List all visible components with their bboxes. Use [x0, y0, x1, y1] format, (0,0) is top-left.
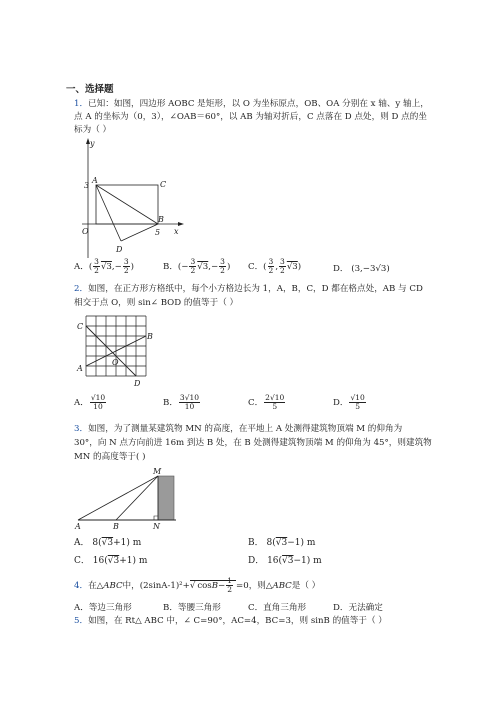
q3-option-b[interactable]: B． 8(√3−1) m	[248, 538, 316, 548]
q1-opt-a-label: A．	[74, 262, 89, 272]
section-title: 一、选择题	[66, 84, 114, 95]
q3-opt-a-unit: m	[132, 538, 142, 548]
q3-option-a[interactable]: A． 8(√3+1) m	[74, 538, 142, 548]
q2-opt-c-label: C．	[248, 398, 264, 408]
q1-fig-B: B	[158, 215, 164, 224]
q3-opt-d-label: D．	[248, 556, 265, 566]
q2-option-b[interactable]: B． $\frac{3√10}{10}$	[163, 393, 200, 411]
q3-opt-d-unit: m	[313, 556, 322, 566]
q4-option-a[interactable]: A．等边三角形	[74, 603, 132, 613]
q3-fig-A: A	[75, 522, 81, 531]
q4-post: =0，则	[236, 581, 266, 591]
q2-fig-O: O	[112, 358, 119, 367]
q2-fig-B: B	[147, 332, 153, 341]
q1-line3: 标为（ ）	[74, 125, 112, 135]
q1-fig-O: O	[82, 227, 89, 236]
q3-opt-c-unit: m	[138, 556, 148, 566]
q2-line1	[74, 283, 423, 295]
q3-opt-b-label: B．	[248, 538, 264, 548]
q2-fig-C: C	[77, 322, 84, 331]
q1-fig-three: 3	[84, 181, 90, 190]
q1-opt-d-label: D．	[333, 264, 349, 274]
q2-option-c[interactable]: C． $\frac{2√10}{5}$	[248, 393, 285, 411]
q2-fig-A: A	[77, 364, 83, 373]
q3-text1: 如图，为了测量某建筑物 MN 的高度，在平地上 A 处测得建筑物顶端 M 的仰角为	[88, 424, 403, 434]
q3-fig-M: M	[153, 467, 162, 476]
q3-option-c[interactable]: C． 16(√3+1) m	[74, 556, 148, 566]
q1-option-c[interactable]: C．( $\frac{3}{2}$ , $\frac{3}{2}$ √3)	[248, 257, 302, 275]
q4-option-d[interactable]: D．无法确定	[333, 603, 383, 613]
q1-line2: 点 A 的坐标为（0，3），∠OAB＝60°，以 AB 为轴对折后，C 点落在 D 点处，则 D 点的坐	[74, 112, 427, 122]
q3-fig-B: B	[113, 522, 119, 531]
q1-opt-b-label: B．	[163, 262, 178, 272]
q4-option-b[interactable]: B．等腰三角形	[163, 603, 221, 613]
q5-text1: 如图，在 Rt△ ABC 中，∠ C=90°，AC=4，BC=3，则 sinB 的值等于（ ）	[88, 616, 387, 626]
q4-triangle: △ABC	[96, 581, 123, 591]
q3-line3: MN 的高度等于( )	[74, 452, 146, 462]
q3-number: 3．	[74, 424, 89, 434]
q1-opt-d-value: (3,−3√3)	[351, 264, 390, 274]
q4-line: 4．在△ABC中，(2sinA-1)²+√ cosB− $\frac{1}{2}$ =0，则△ABC是（ ）	[74, 576, 321, 594]
q5-line1	[74, 615, 387, 627]
q2-opt-a-label: A．	[74, 398, 89, 408]
q2-fig-D: D	[134, 379, 141, 388]
q1-option-b[interactable]: B．(− $\frac{3}{2}$ √3,− $\frac{3}{2}$ )	[163, 257, 231, 275]
q1-fig-C: C	[160, 180, 167, 189]
q4-number: 4．	[74, 581, 89, 591]
q3-opt-c-label: C．	[74, 556, 90, 566]
q2-option-a[interactable]: A． $\frac{√10}{10}$	[74, 393, 106, 411]
q1-figure	[78, 138, 188, 258]
q1-line1	[74, 98, 429, 110]
q3-figure	[74, 468, 186, 530]
q3-opt-a-label: A．	[74, 538, 90, 548]
q5-number: 5．	[74, 616, 89, 626]
q3-line2: 30°，向 N 点方向前进 16m 到达 B 处，在 B 处测得建筑物顶端 M 的仰角为 45°，则建筑物	[74, 438, 432, 448]
q1-fig-y: y	[90, 139, 95, 148]
q2-line2: 相交于点 O，则 sin∠ BOD 的值等于（ ）	[74, 298, 239, 308]
q1-fig-x: x	[174, 227, 179, 236]
q2-figure	[76, 312, 166, 390]
q2-option-d[interactable]: D． $\frac{√10}{5}$	[333, 393, 365, 411]
q4-mid: 中，(2sinA-1)²+	[122, 581, 190, 591]
q1-text1: 已知：如图，四边形 AOBC 是矩形，以 O 为坐标原点，OB、OA 分别在 x 轴、y 轴上，	[88, 99, 429, 109]
q3-opt-b-unit: m	[306, 538, 316, 548]
q4-triangle-2: △ABC	[265, 581, 292, 591]
q1-number: 1．	[74, 99, 89, 109]
q1-fig-A: A	[92, 176, 98, 185]
q2-opt-b-label: B．	[163, 398, 178, 408]
q2-opt-d-label: D．	[333, 398, 349, 408]
q2-number: 2．	[74, 284, 89, 294]
q3-option-d[interactable]: D． 16(√3−1) m	[248, 556, 322, 566]
q1-option-d[interactable]	[333, 262, 390, 274]
q2-text1: 如图，在正方形方格纸中，每个小方格边长为 1，A，B，C，D 都在格点处，AB 与 CD	[88, 284, 423, 294]
q4-pre: 在	[88, 581, 97, 591]
q3-fig-N: N	[153, 522, 160, 531]
q3-line1	[74, 423, 402, 435]
q1-fig-five: 5	[155, 228, 161, 237]
q1-opt-c-label: C．	[248, 262, 264, 272]
q4-post2: 是（ ）	[291, 581, 321, 591]
q4-option-c[interactable]: C．直角三角形	[248, 603, 307, 613]
q1-fig-D: D	[116, 245, 123, 254]
q1-option-a[interactable]: A．( $\frac{3}{2}$ √3,− $\frac{3}{2}$ )	[74, 257, 134, 275]
